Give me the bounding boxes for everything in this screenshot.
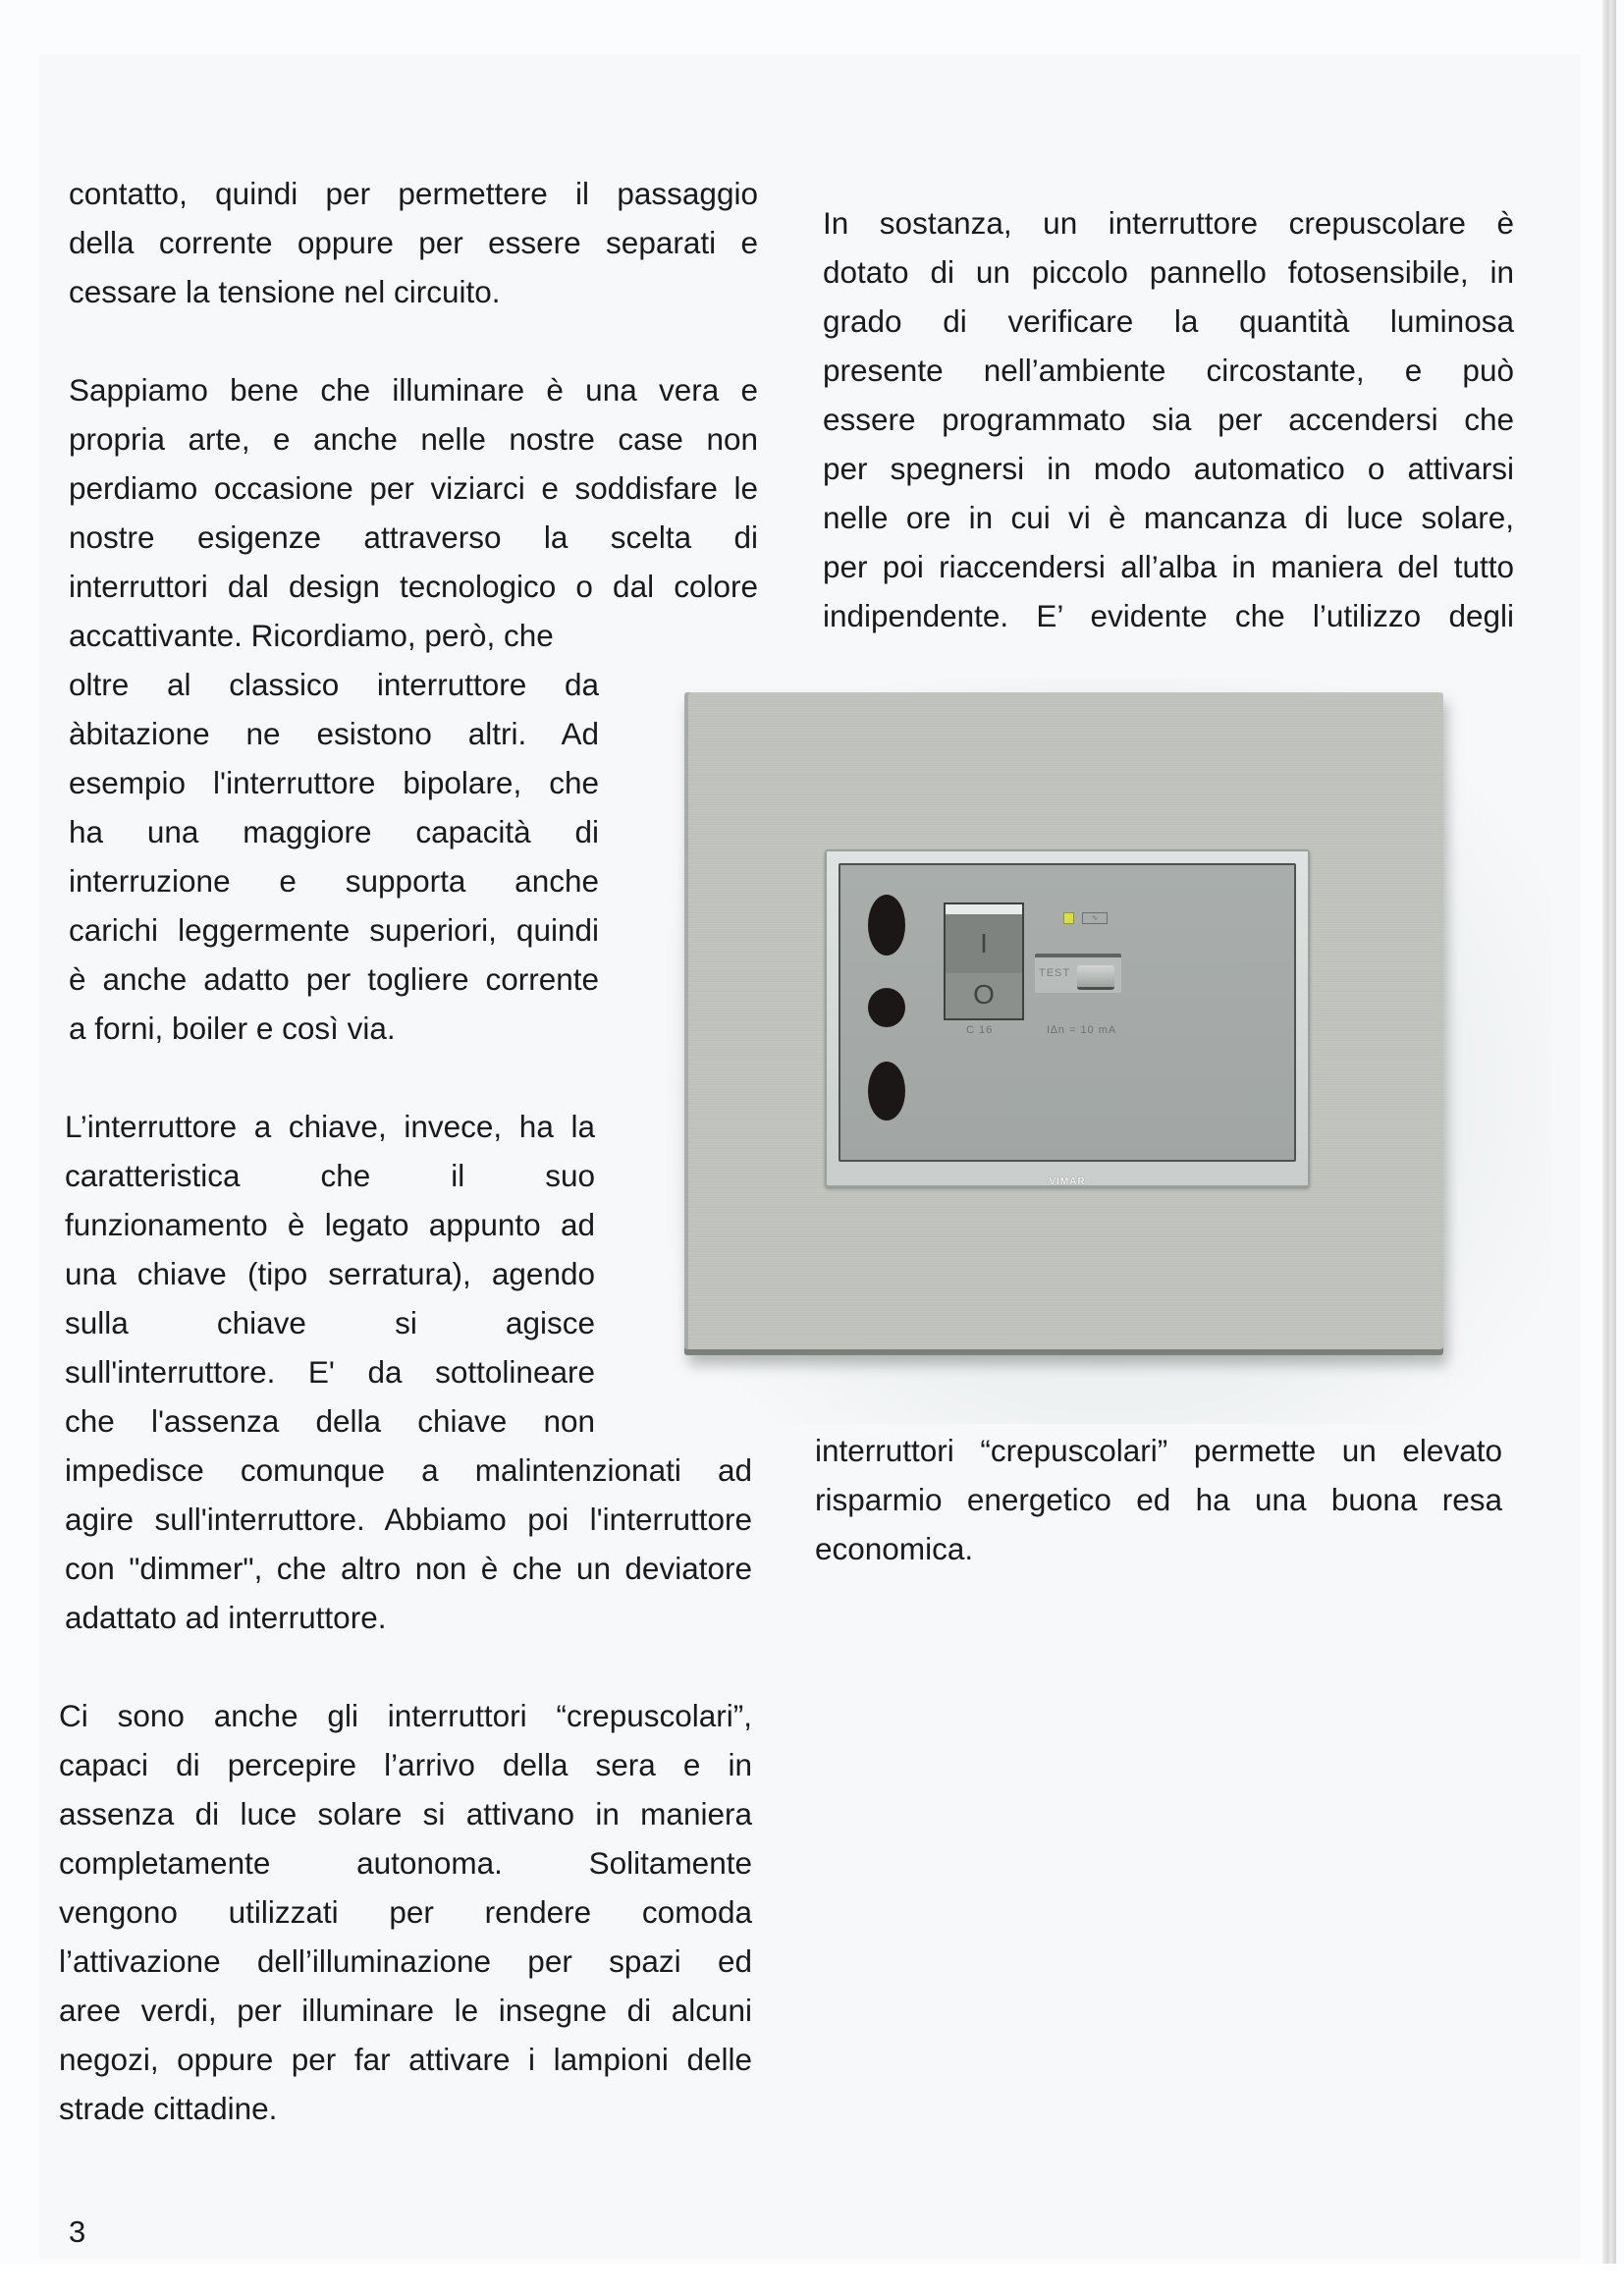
- left-paragraph-2-wide: [69, 365, 758, 660]
- text-line: In sostanza, un interruttore crepuscolare è: [823, 205, 1514, 241]
- left-paragraph-3-narrow: [65, 1102, 595, 1446]
- text-line: funzionamento è legato appunto ad: [65, 1207, 595, 1242]
- test-slot: [1035, 954, 1121, 993]
- text-line: negozi, oppure per far attivare i lampioni delle: [59, 2042, 752, 2077]
- text-line: nelle ore in cui vi è mancanza di luce solare,: [823, 500, 1514, 535]
- text-line: strade cittadine.: [59, 2091, 278, 2126]
- scan-margin: [0, 2264, 1624, 2296]
- text-line: interruzione e supporta anche: [69, 863, 599, 899]
- page-number: 3: [69, 2214, 86, 2249]
- text-line: Ci sono anche gli interruttori “crepuscolari”,: [59, 1698, 752, 1733]
- text-line: grado di verificare la quantità luminosa: [823, 303, 1514, 339]
- text-line: l’attivazione dell’illuminazione per spazi ed: [59, 1943, 752, 1979]
- text-line: con "dimmer", che altro non è che un deviatore: [65, 1551, 752, 1586]
- text-line: per spegnersi in modo automatico o attivarsi: [823, 451, 1514, 486]
- page-edge: [1602, 0, 1616, 2264]
- text-line: completamente autonoma. Solitamente: [59, 1845, 752, 1881]
- text-line: aree verdi, per illuminare le insegne di alcuni: [59, 1993, 752, 2028]
- test-label: TEST: [1039, 967, 1071, 979]
- text-line: essere programmato sia per accendersi che: [823, 402, 1514, 437]
- text-line: che l'assenza della chiave non: [65, 1403, 595, 1439]
- text-line: caratteristica che il suo: [65, 1158, 595, 1193]
- test-button: [1077, 965, 1114, 990]
- left-paragraph-1: [69, 169, 758, 316]
- text-line: accattivante. Ricordiamo, però, che: [69, 618, 554, 653]
- text-line: L’interruttore a chiave, invece, ha la: [65, 1109, 595, 1144]
- text-line: adattato ad interruttore.: [65, 1600, 387, 1635]
- right-paragraph-1: [823, 198, 1514, 640]
- text-line: sulla chiave si agisce: [65, 1305, 595, 1340]
- left-paragraph-2-narrow: [69, 660, 599, 1053]
- text-line: Sappiamo bene che illuminare è una vera e: [69, 372, 758, 408]
- text-line: propria arte, e anche nelle nostre case non: [69, 421, 758, 457]
- text-line: interruttori dal design tecnologico o dal colore: [69, 569, 758, 604]
- text-line: è anche adatto per togliere corrente: [69, 961, 599, 997]
- socket-hole: [868, 895, 905, 956]
- text-line: agire sull'interruttore. Abbiamo poi l'interruttore: [65, 1502, 752, 1537]
- socket-hole: [868, 988, 905, 1027]
- text-line: esempio l'interruttore bipolare, che: [69, 765, 599, 800]
- text-line: carichi leggermente superiori, quindi: [69, 912, 599, 948]
- text-line: impedisce comunque a malintenzionati ad: [65, 1452, 752, 1488]
- text-line: cessare la tensione nel circuito.: [69, 274, 501, 309]
- device-module: [839, 863, 1296, 1162]
- left-paragraph-4: [59, 1691, 752, 2133]
- text-line: della corrente oppure per essere separati e: [69, 225, 758, 260]
- sensitivity-label: I∆n = 10 mA: [1047, 1024, 1117, 1036]
- text-line: per poi riaccendersi all’alba in maniera del tutto: [823, 549, 1514, 584]
- on-symbol: I: [980, 928, 988, 958]
- wall-plate-photo: [684, 692, 1443, 1355]
- text-line: indipendente. E’ evidente che l’utilizzo degli: [823, 598, 1514, 633]
- socket-icon: [868, 895, 907, 1130]
- text-line: dotato di un piccolo pannello fotosensibile, in: [823, 254, 1514, 290]
- led-indicator: [1063, 912, 1074, 924]
- text-line: economica.: [815, 1531, 974, 1566]
- breaker-highlight: [946, 904, 1022, 914]
- right-paragraph-2: [815, 1426, 1502, 1573]
- text-line: capaci di percepire l’arrivo della sera e in: [59, 1747, 752, 1782]
- text-line: assenza di luce solare si attivano in maniera: [59, 1796, 752, 1831]
- text-line: interruttori “crepuscolari” permette un elevato: [815, 1433, 1502, 1468]
- waveform-icon: ∿: [1082, 912, 1108, 924]
- breaker-switch: [944, 902, 1024, 1020]
- text-line: ha una maggiore capacità di: [69, 814, 599, 849]
- text-line: una chiave (tipo serratura), agendo: [65, 1256, 595, 1291]
- left-paragraph-3-wide: [65, 1446, 752, 1642]
- socket-hole: [868, 1062, 905, 1121]
- text-line: perdiamo occasione per viziarci e soddisfare le: [69, 470, 758, 506]
- off-symbol: O: [973, 979, 995, 1010]
- text-line: oltre al classico interruttore da: [69, 667, 599, 702]
- text-line: presente nell’ambiente circostante, e può: [823, 353, 1514, 388]
- text-line: a forni, boiler e così via.: [69, 1011, 396, 1046]
- brand-logo: VIMAR: [1049, 1176, 1086, 1187]
- text-line: vengono utilizzati per rendere comoda: [59, 1894, 752, 1930]
- rating-label: C 16: [966, 1024, 994, 1036]
- text-line: sull'interruttore. E' da sottolineare: [65, 1354, 595, 1390]
- text-line: àbitazione ne esistono altri. Ad: [69, 716, 599, 751]
- module-frame: [825, 849, 1310, 1187]
- text-line: risparmio energetico ed ha una buona resa: [815, 1482, 1502, 1517]
- text-line: nostre esigenze attraverso la scelta di: [69, 519, 758, 555]
- text-line: contatto, quindi per permettere il passaggio: [69, 176, 758, 211]
